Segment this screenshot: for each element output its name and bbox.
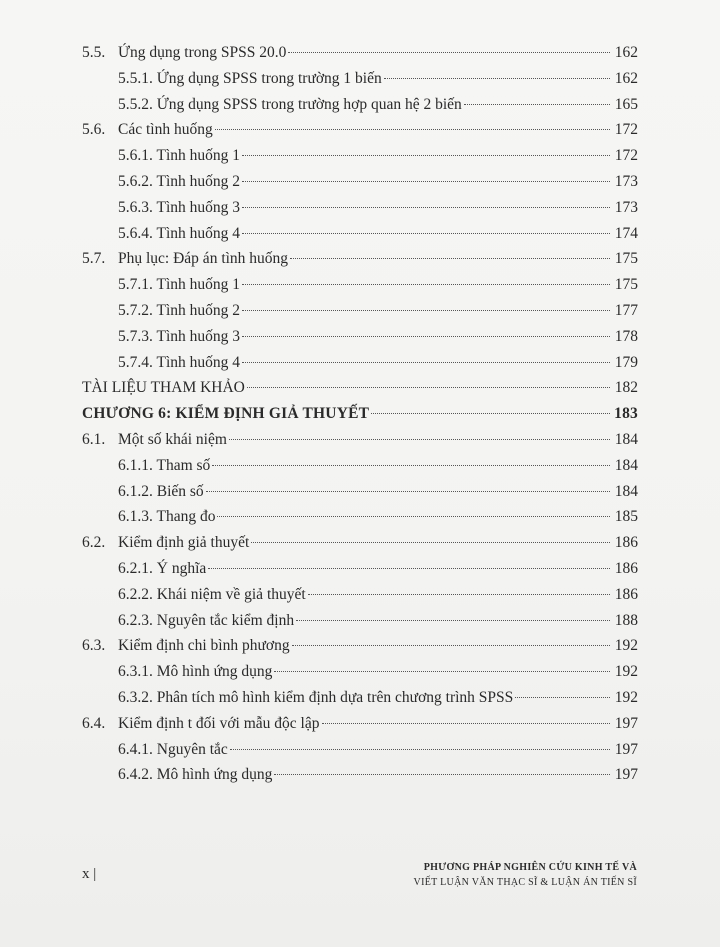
toc-entry — [82, 766, 638, 792]
toc-entry-title: 6.2.1. Ý nghĩa — [118, 559, 207, 577]
dot-leader — [371, 413, 610, 414]
toc-entry-page: 184 — [614, 456, 638, 474]
toc-entry-page: 177 — [614, 301, 638, 319]
toc-entry-title: 5.7.2. Tình huống 2 — [118, 301, 240, 319]
toc-entry-page: 186 — [614, 585, 638, 603]
dot-leader — [274, 671, 610, 672]
dot-leader — [274, 774, 610, 775]
toc-entry-page: 186 — [614, 534, 638, 552]
dot-leader — [322, 723, 611, 724]
toc-entry-title: CHƯƠNG 6: KIỂM ĐỊNH GIẢ THUYẾT — [82, 405, 370, 423]
dot-leader — [242, 207, 610, 208]
toc-entry — [82, 715, 638, 741]
toc-entry-page: 165 — [614, 95, 638, 113]
dot-leader — [206, 491, 610, 492]
toc-entry-title: 6.1.3. Thang đo — [118, 508, 216, 526]
toc-entry — [82, 70, 638, 96]
toc-entry — [82, 276, 638, 302]
toc-entry-page: 174 — [614, 224, 638, 242]
toc-entry — [82, 612, 638, 638]
toc-entry — [82, 586, 638, 612]
toc-entry-page: 188 — [614, 611, 638, 629]
toc-entry — [82, 199, 638, 225]
toc-entry-page: 185 — [614, 508, 638, 526]
toc-entry-title: 5.6.1. Tình huống 1 — [118, 147, 240, 165]
toc-entry-page: 192 — [614, 663, 638, 681]
toc-entry-page: 162 — [614, 69, 638, 87]
toc-entry-number: 5.6. — [82, 121, 106, 139]
toc-entry-number: 6.4. — [82, 714, 106, 732]
dot-leader — [384, 78, 610, 79]
toc-entry-title: 6.2.2. Khái niệm về giả thuyết — [118, 585, 306, 603]
dot-leader — [212, 465, 610, 466]
toc-entry — [82, 121, 638, 147]
toc-entry-title: 6.3.1. Mô hình ứng dụng — [118, 663, 273, 681]
toc-entry-title: Kiểm định t đối với mẫu độc lập — [118, 714, 320, 732]
toc-entry-page: 184 — [614, 482, 638, 500]
toc-entry-page: 172 — [614, 147, 638, 165]
dot-leader — [208, 568, 610, 569]
toc-entry-title: TÀI LIỆU THAM KHẢO — [82, 379, 245, 397]
dot-leader — [242, 155, 610, 156]
toc-entry — [82, 44, 638, 70]
dot-leader — [288, 52, 610, 53]
toc-entry-title: 6.2.3. Nguyên tắc kiểm định — [118, 611, 295, 629]
toc-entry-title: 6.4.1. Nguyên tắc — [118, 740, 228, 758]
toc-entry-title: 5.7.3. Tình huống 3 — [118, 327, 240, 345]
toc-entry — [82, 379, 638, 405]
toc-entry-page: 197 — [614, 740, 638, 758]
toc-entry-page: 175 — [614, 276, 638, 294]
toc-entry — [82, 508, 638, 534]
toc-entry — [82, 173, 638, 199]
dot-leader — [296, 620, 610, 621]
dot-leader — [247, 387, 610, 388]
toc-entry-title: Phụ lục: Đáp án tình huống — [118, 250, 289, 268]
toc-entry — [82, 560, 638, 586]
toc-entry-page: 183 — [614, 405, 638, 423]
dot-leader — [464, 104, 610, 105]
toc-entry — [82, 741, 638, 767]
dot-leader — [515, 697, 610, 698]
toc-entry-title: Ứng dụng trong SPSS 20.0 — [118, 44, 287, 61]
toc-entry-number: 6.3. — [82, 637, 106, 655]
toc-entry-page: 192 — [614, 688, 638, 706]
toc-entry-title: 5.6.4. Tình huống 4 — [118, 224, 240, 242]
toc-entry-title: 6.4.2. Mô hình ứng dụng — [118, 766, 273, 784]
toc-entry-title: Kiểm định chi bình phương — [118, 637, 290, 655]
dot-leader — [290, 258, 610, 259]
toc-entry — [82, 457, 638, 483]
toc-entry — [82, 96, 638, 122]
toc-entry — [82, 431, 638, 457]
toc-entry — [82, 354, 638, 380]
toc-entry — [82, 302, 638, 328]
toc-entry-title: 5.5.1. Ứng dụng SPSS trong trường 1 biến — [118, 69, 382, 87]
toc-entry-title: 5.6.3. Tình huống 3 — [118, 198, 240, 216]
toc-entry-title: 5.7.1. Tình huống 1 — [118, 276, 240, 294]
dot-leader — [242, 284, 610, 285]
dot-leader — [217, 516, 610, 517]
toc-entry-page: 182 — [614, 379, 638, 397]
toc-entry — [82, 637, 638, 663]
toc-entry-number: 6.1. — [82, 430, 106, 448]
toc-entry — [82, 147, 638, 173]
dot-leader — [230, 749, 610, 750]
table-of-contents — [82, 44, 638, 792]
toc-entry — [82, 405, 638, 431]
toc-entry — [82, 663, 638, 689]
toc-entry-page: 192 — [614, 637, 638, 655]
toc-entry-title: 6.1.2. Biến số — [118, 482, 204, 500]
toc-entry — [82, 689, 638, 715]
toc-entry-number: 5.5. — [82, 44, 106, 61]
book-title-line-1: PHƯƠNG PHÁP NGHIÊN CỨU KINH TẾ VÀ — [423, 862, 637, 873]
toc-entry-title: Kiểm định giả thuyết — [118, 534, 250, 552]
toc-entry-title: 6.1.1. Tham số — [118, 456, 211, 474]
toc-entry-number: 6.2. — [82, 534, 106, 552]
toc-entry — [82, 483, 638, 509]
toc-entry — [82, 250, 638, 276]
toc-entry-page: 173 — [614, 172, 638, 190]
page-number: x | — [82, 866, 97, 882]
toc-entry-page: 197 — [614, 766, 638, 784]
toc-entry — [82, 328, 638, 354]
toc-entry-page: 173 — [614, 198, 638, 216]
toc-entry-page: 186 — [614, 559, 638, 577]
dot-leader — [242, 336, 610, 337]
dot-leader — [242, 362, 610, 363]
dot-leader — [229, 439, 610, 440]
dot-leader — [292, 645, 610, 646]
toc-entry — [82, 534, 638, 560]
toc-entry-page: 162 — [614, 44, 638, 61]
toc-entry-title: Một số khái niệm — [118, 430, 227, 448]
toc-entry-title: 6.3.2. Phân tích mô hình kiểm định dựa trên chương trình SPSS — [118, 688, 514, 706]
book-title-line-2: VIẾT LUẬN VĂN THẠC SĨ & LUẬN ÁN TIẾN SĨ — [413, 877, 637, 888]
toc-entry-page: 178 — [614, 327, 638, 345]
toc-entry-number: 5.7. — [82, 250, 106, 268]
dot-leader — [251, 542, 610, 543]
dot-leader — [308, 594, 610, 595]
toc-entry-title: 5.7.4. Tình huống 4 — [118, 353, 240, 371]
toc-entry-page: 179 — [614, 353, 638, 371]
dot-leader — [242, 310, 610, 311]
dot-leader — [242, 181, 610, 182]
running-footer — [414, 860, 637, 890]
toc-entry-title: 5.6.2. Tình huống 2 — [118, 172, 240, 190]
dot-leader — [242, 233, 610, 234]
toc-entry-page: 184 — [614, 430, 638, 448]
toc-entry-title: 5.5.2. Ứng dụng SPSS trong trường hợp quan hệ 2 biến — [118, 95, 462, 113]
toc-entry — [82, 225, 638, 251]
toc-entry-page: 172 — [614, 121, 638, 139]
toc-entry-page: 197 — [614, 714, 638, 732]
toc-entry-title: Các tình huống — [118, 121, 213, 139]
dot-leader — [215, 129, 610, 130]
toc-entry-page: 175 — [614, 250, 638, 268]
